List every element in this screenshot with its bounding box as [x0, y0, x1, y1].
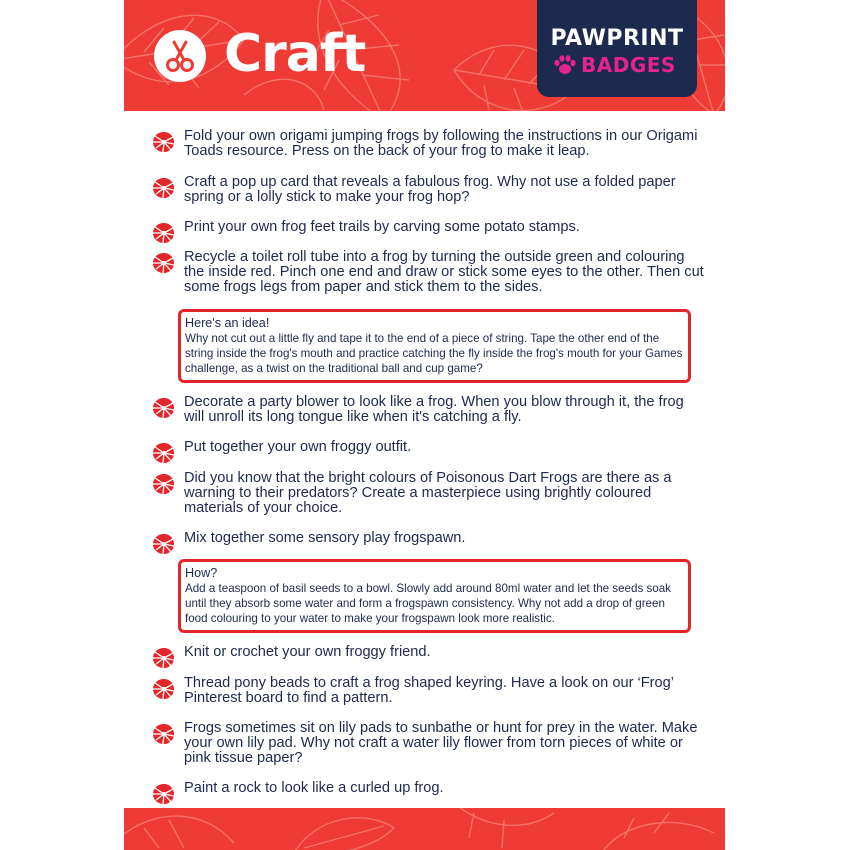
list-item-text: Put together your own froggy outfit. [184, 439, 412, 455]
callout-text: Why not cut out a little fly and tape it to the end of a piece of string. Tape the other end of the string inside the frog's mouth and practice catching the fly inside the frog's mouth for your Games challenge, as a twist on the traditional ball and cup game? [185, 332, 683, 375]
monstera-leaf-icon [153, 442, 174, 464]
monstera-leaf-icon [153, 723, 174, 745]
list-item-text: Knit or crochet your own froggy friend. [184, 644, 431, 660]
logo-text-bottom: BADGES [581, 53, 676, 77]
list-item-text: Did you know that the bright colours of Poisonous Dart Frogs are there as a warning to their predators? Create a masterpiece using brightly coloured materials of your choice. [184, 470, 672, 516]
list-item-text: Craft a pop up card that reveals a fabulous frog. Why not use a folded paper spring or a lolly stick to make your frog hop? [184, 174, 676, 205]
monstera-leaf-icon [153, 177, 174, 199]
list-item-text: Decorate a party blower to look like a frog. When you blow through it, the frog will unroll its long tongue like when it's catching a fly. [184, 394, 684, 425]
monstera-leaf-icon [153, 647, 174, 669]
list-item-text: Thread pony beads to craft a frog shaped keyring. Have a look on our ‘Frog’ Pinterest board to find a pattern. [184, 675, 674, 706]
monstera-leaf-icon [153, 473, 174, 495]
page-title: Craft [224, 24, 366, 84]
pawprint-badges-logo [537, 0, 697, 97]
list-item-text: Paint a rock to look like a curled up frog. [184, 780, 444, 796]
monstera-leaf-icon [153, 131, 174, 153]
idea-callout [178, 309, 691, 383]
monstera-leaf-icon [153, 678, 174, 700]
monstera-leaf-icon [153, 533, 174, 555]
how-callout [178, 559, 691, 633]
callout-heading: How? [185, 566, 218, 580]
monstera-leaf-icon [153, 783, 174, 805]
list-item-text: Mix together some sensory play frogspawn. [184, 530, 466, 546]
header-banner [124, 0, 725, 111]
callout-heading: Here's an idea! [185, 316, 270, 330]
scissors-icon [154, 30, 206, 82]
monstera-leaf-icon [153, 397, 174, 419]
list-item-text: Fold your own origami jumping frogs by following the instructions in our Origami Toads resource. Press on the back of your frog to make it leap. [184, 128, 698, 159]
craft-page [124, 0, 725, 850]
list-item-text: Recycle a toilet roll tube into a frog by turning the outside green and colouring the inside red. Pinch one end and draw or stick some eyes to the other. Then cut some frogs legs from paper and stick them to the sides. [184, 249, 704, 295]
monstera-leaf-icon [153, 222, 174, 244]
callout-text: Add a teaspoon of basil seeds to a bowl. Slowly add around 80ml water and let the seeds soak until they absorb some water and form a frogspawn consistency. Why not add a drop of green food colouring to your water to make your frogspawn look more realistic. [185, 582, 671, 625]
leaf-pattern-background [124, 808, 725, 850]
paw-icon [553, 54, 577, 76]
list-item-text: Print your own frog feet trails by carving some potato stamps. [184, 219, 580, 235]
list-item-text: Frogs sometimes sit on lily pads to sunbathe or hunt for prey in the water. Make your own lily pad. Why not craft a water lily flower from torn pieces of white or pink tissue paper? [184, 720, 698, 766]
logo-text-top: PAWPRINT [550, 26, 684, 51]
footer-banner [124, 808, 725, 850]
monstera-leaf-icon [153, 252, 174, 274]
